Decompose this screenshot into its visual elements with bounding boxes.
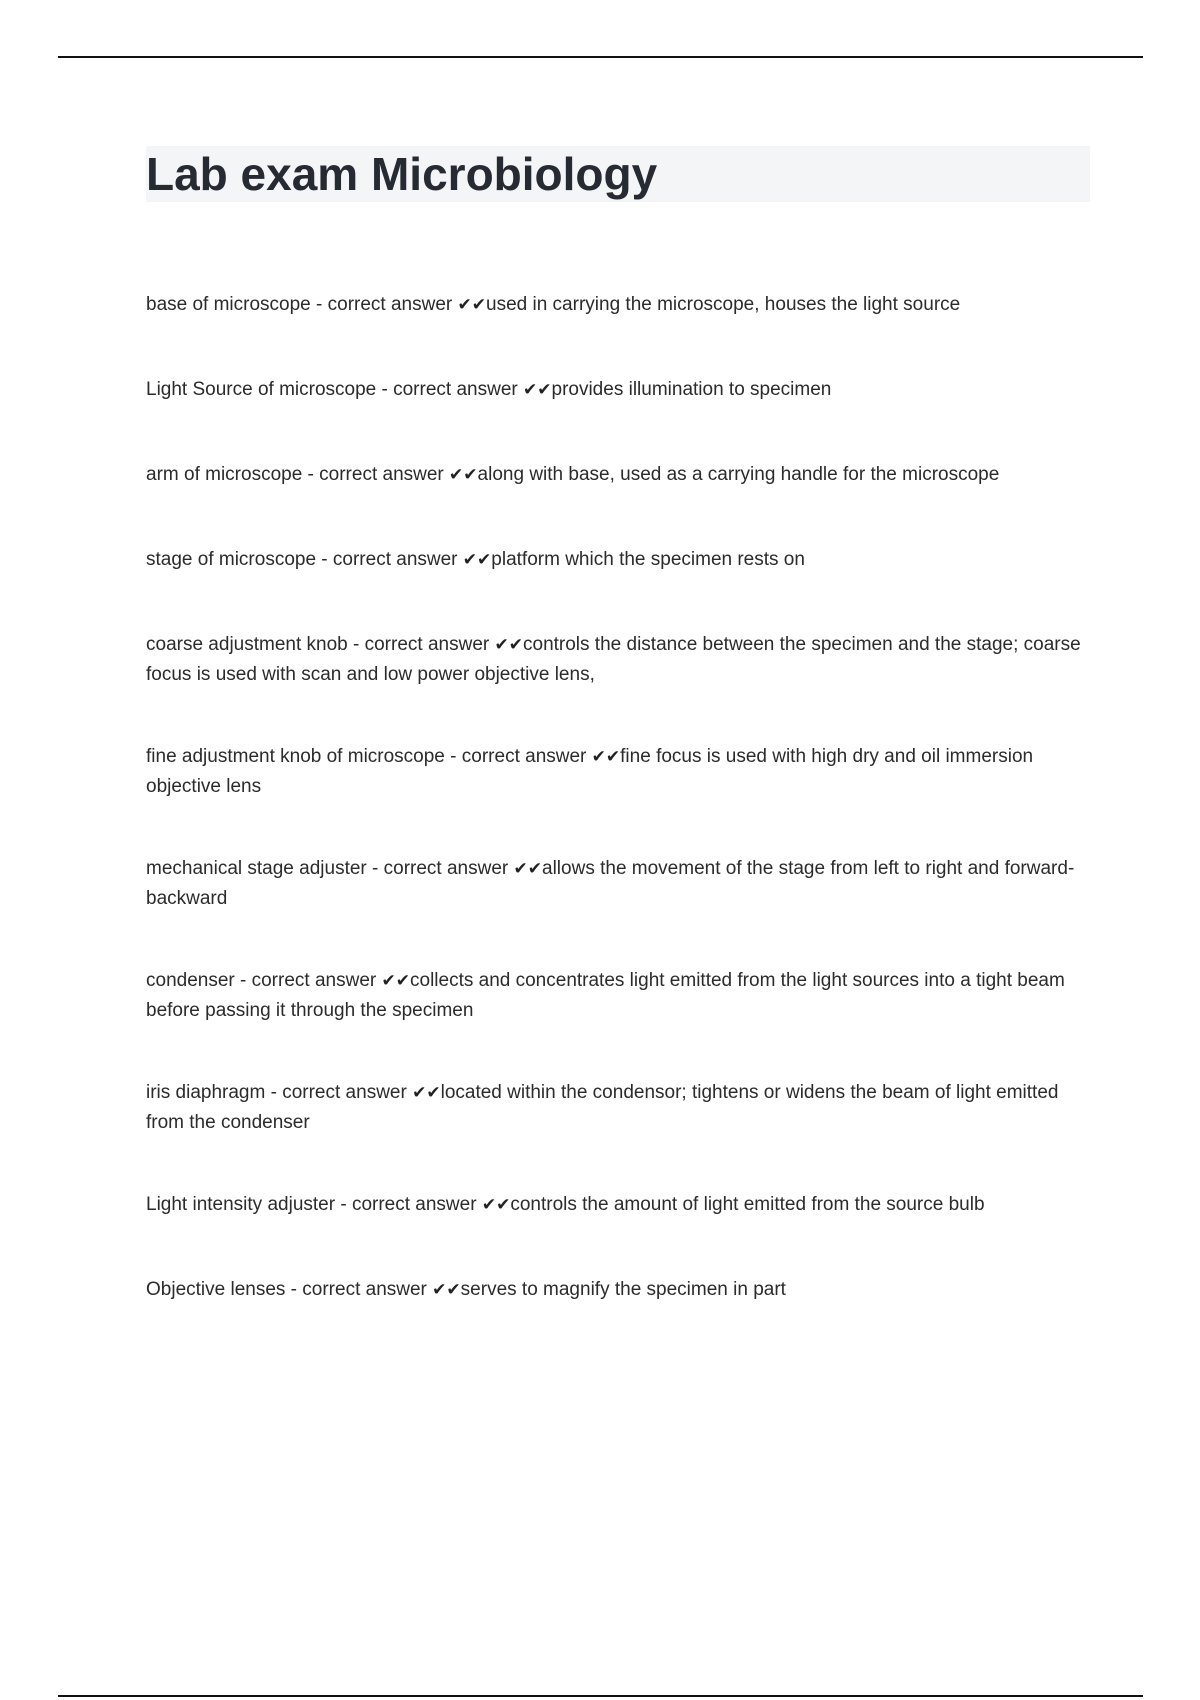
qa-item	[146, 966, 1096, 1025]
double-check-icon: ✔✔	[449, 465, 478, 485]
qa-separator: - correct answer	[302, 464, 450, 485]
qa-separator: - correct answer	[376, 379, 523, 400]
qa-item	[146, 460, 1096, 490]
double-check-icon: ✔✔	[432, 1280, 461, 1300]
double-check-icon: ✔✔	[412, 1083, 441, 1103]
qa-item	[146, 290, 1096, 320]
qa-item	[146, 630, 1096, 689]
qa-separator: - correct answer	[347, 634, 495, 655]
qa-separator: - correct answer	[310, 294, 458, 315]
qa-answer: used in carrying the microscope, houses the light source	[486, 294, 961, 315]
qa-answer: allows the movement of the stage from left to right and forward- backward	[146, 858, 1075, 909]
double-check-icon: ✔✔	[513, 859, 543, 879]
qa-separator: - correct answer	[265, 1082, 413, 1103]
qa-list	[146, 290, 1096, 1305]
qa-term: arm of microscope	[146, 464, 303, 485]
qa-separator: - correct answer	[285, 1279, 433, 1300]
qa-term: fine adjustment knob of microscope	[146, 746, 445, 767]
qa-answer: serves to magnify the specimen in part	[460, 1279, 786, 1300]
double-check-icon: ✔✔	[481, 1195, 511, 1215]
qa-answer: provides illumination to specimen	[551, 379, 832, 400]
qa-separator: - correct answer	[366, 858, 514, 879]
double-check-icon: ✔✔	[591, 747, 621, 767]
qa-term: mechanical stage adjuster	[146, 858, 367, 879]
double-check-icon: ✔✔	[381, 971, 410, 991]
qa-term: coarse adjustment knob	[146, 634, 348, 655]
bottom-rule	[58, 1695, 1143, 1697]
qa-answer: controls the distance between the specimen and the stage; coarse focus is used with scan and low power objective lens,	[146, 634, 1081, 685]
qa-item	[146, 1190, 1096, 1220]
qa-answer: fine focus is used with high dry and oil immersion objective lens	[146, 746, 1034, 797]
qa-answer: collects and concentrates light emitted from the light sources into a tight beam before passing it through the specimen	[146, 970, 1065, 1021]
qa-item	[146, 854, 1096, 913]
qa-answer: platform which the specimen rests on	[491, 549, 805, 570]
qa-term: stage of microscope	[146, 549, 317, 570]
double-check-icon: ✔✔	[462, 550, 492, 570]
page-title: Lab exam Microbiology	[146, 148, 658, 200]
qa-separator: - correct answer	[335, 1194, 482, 1215]
qa-item	[146, 742, 1096, 801]
title-banner	[146, 146, 1090, 202]
qa-item	[146, 1078, 1096, 1137]
qa-term: base of microscope	[146, 294, 311, 315]
double-check-icon: ✔✔	[457, 295, 487, 315]
qa-separator: - correct answer	[234, 970, 382, 991]
qa-term: condenser	[146, 970, 235, 991]
qa-item	[146, 1275, 1096, 1305]
qa-answer: along with base, used as a carrying handle for the microscope	[477, 464, 1000, 485]
qa-separator: - correct answer	[444, 746, 592, 767]
qa-term: Light Source of microscope	[146, 379, 377, 400]
double-check-icon: ✔✔	[523, 380, 552, 400]
qa-term: Light intensity adjuster	[146, 1194, 336, 1215]
qa-item	[146, 545, 1096, 575]
top-rule	[58, 56, 1143, 58]
qa-separator: - correct answer	[316, 549, 463, 570]
qa-answer: located within the condensor; tightens or widens the beam of light emitted from the condenser	[146, 1082, 1059, 1133]
double-check-icon: ✔✔	[494, 635, 523, 655]
qa-term: iris diaphragm	[146, 1082, 266, 1103]
qa-answer: controls the amount of light emitted from the source bulb	[510, 1194, 985, 1215]
qa-term: Objective lenses	[146, 1279, 286, 1300]
qa-item	[146, 375, 1096, 405]
